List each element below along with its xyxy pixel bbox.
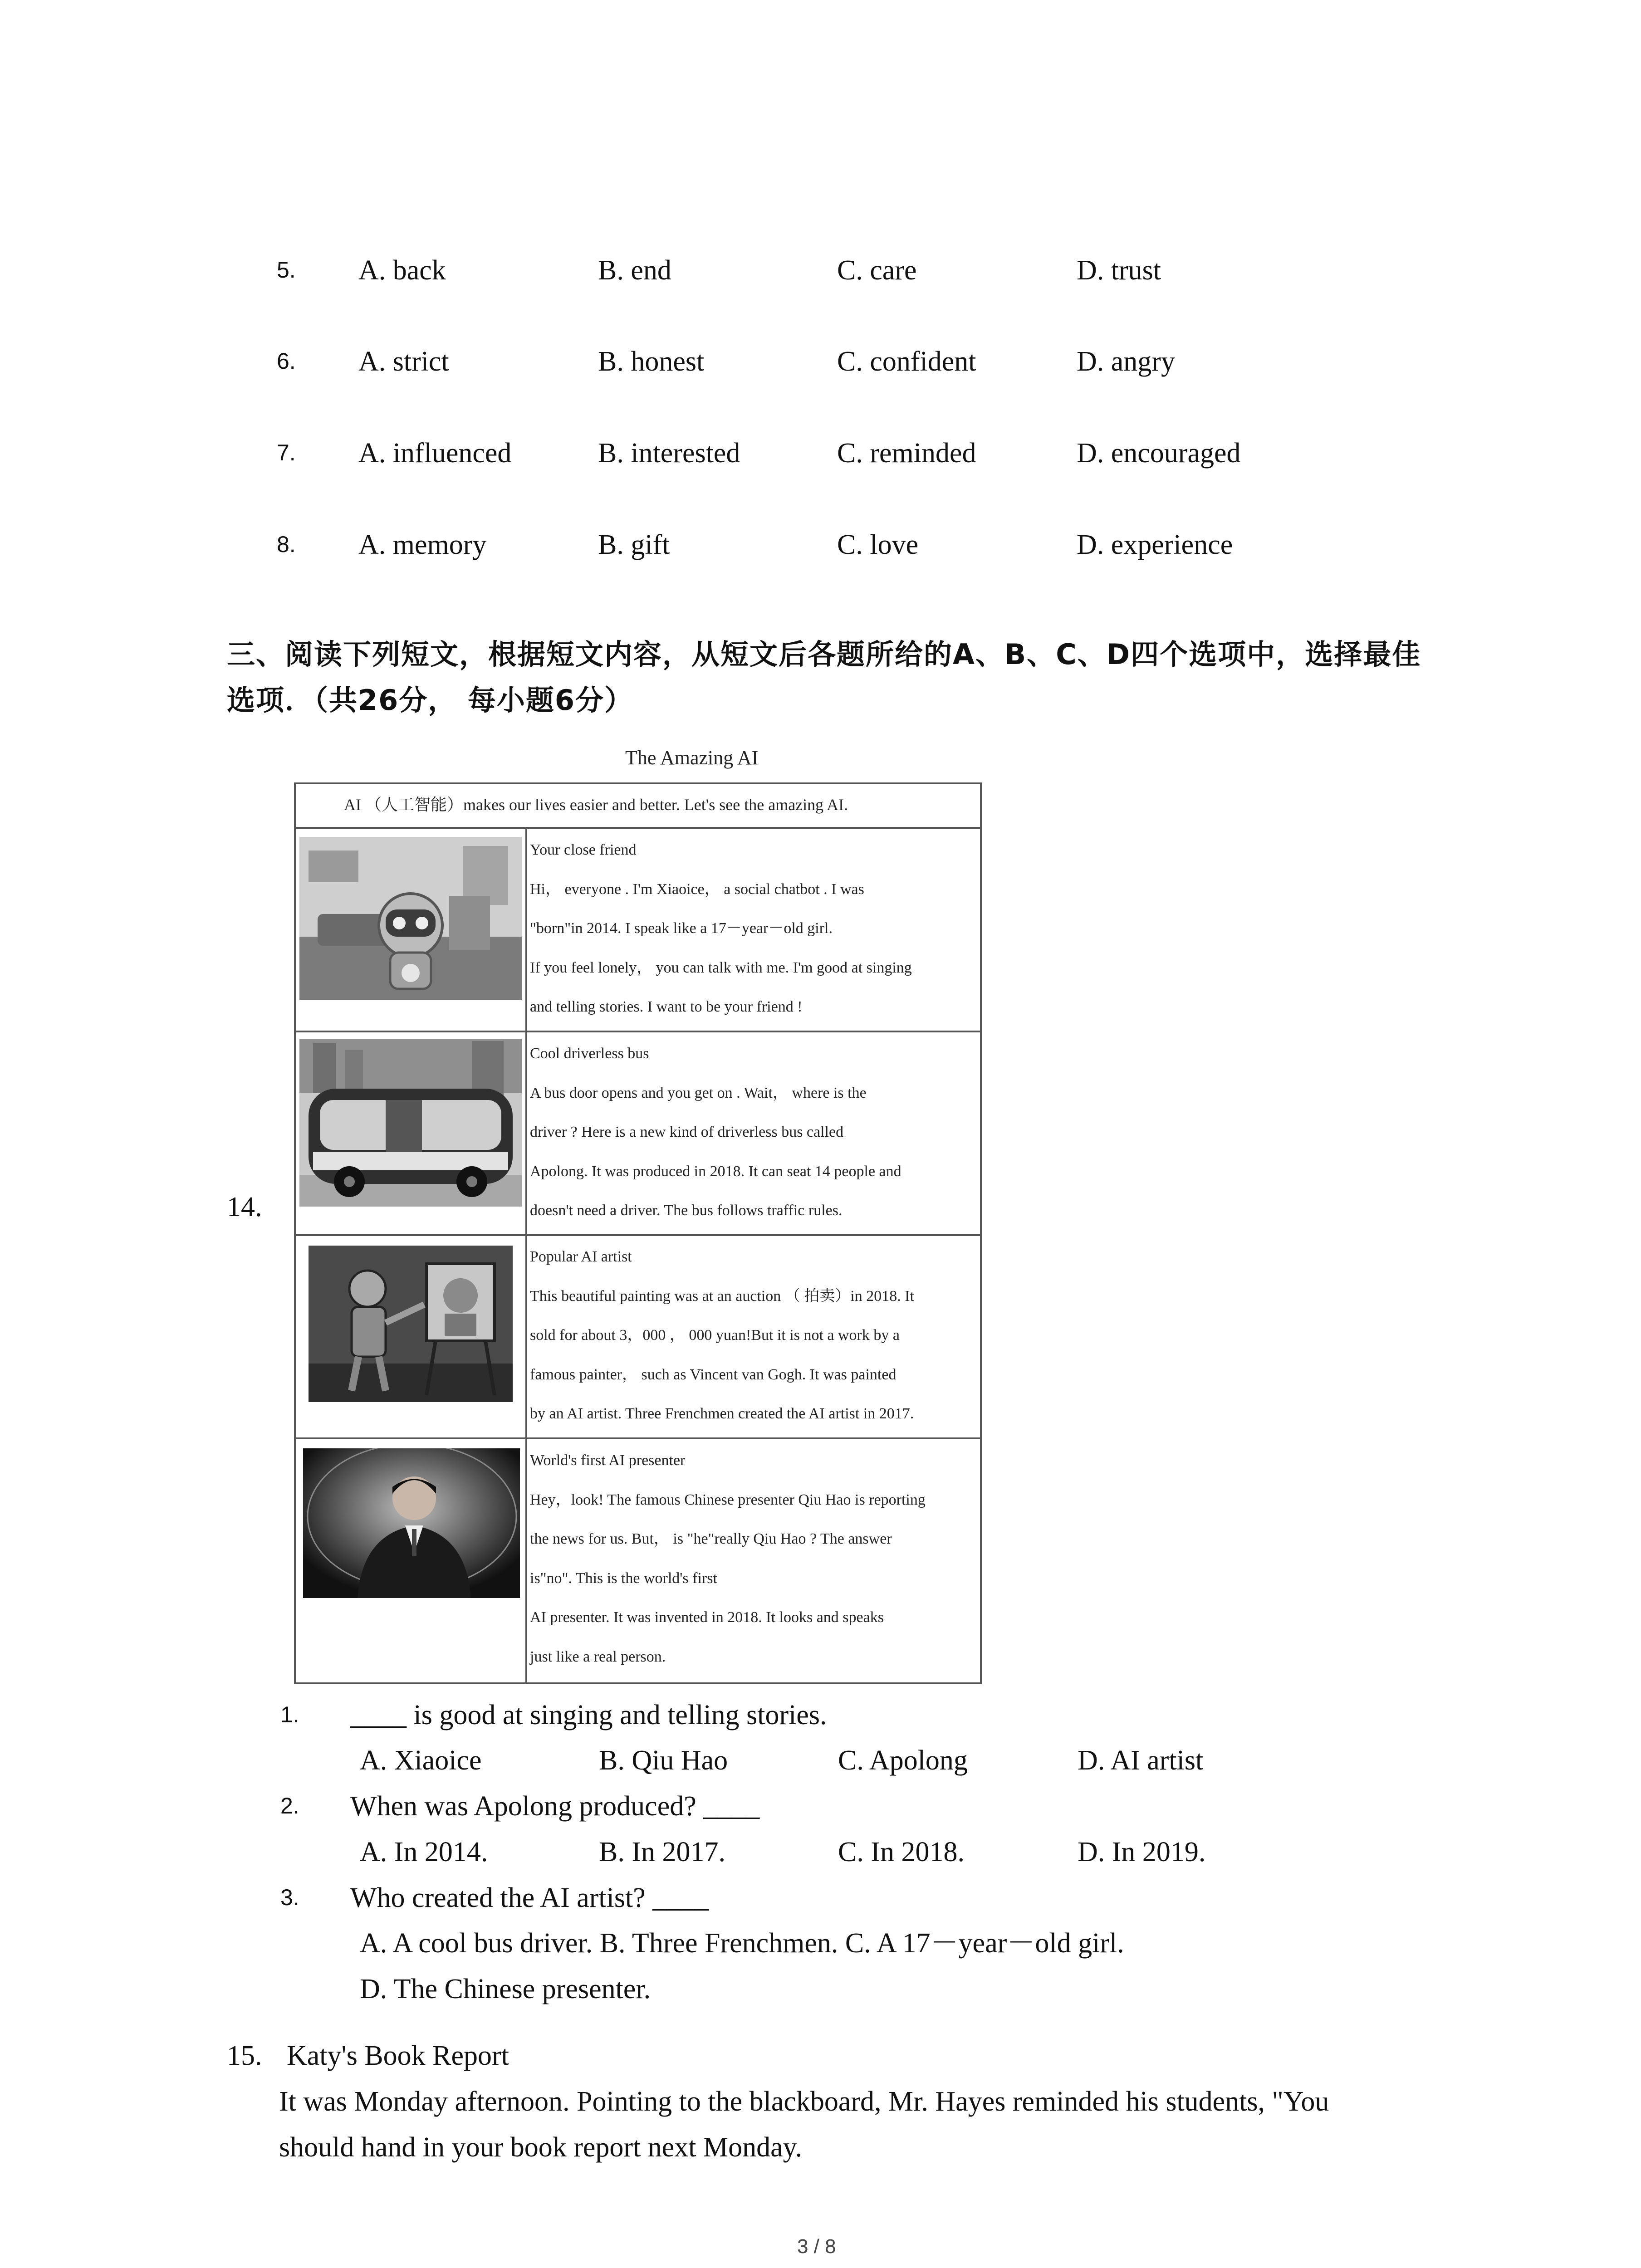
option-c: C. reminded <box>837 438 976 469</box>
row-text-line: AI presenter. It was invented in 2018. It looks and speaks <box>530 1609 884 1626</box>
row-title: World's first AI presenter <box>530 1452 686 1469</box>
table-column-divider <box>525 827 527 1684</box>
option-a: A. back <box>358 255 446 286</box>
table-intro: AI （人工智能）makes our lives easier and better. Let's see the amazing AI. <box>344 796 848 814</box>
option-c: C. confident <box>837 346 976 377</box>
question-number: 6. <box>277 348 296 374</box>
row-title: Your close friend <box>530 841 637 858</box>
option-d: D. angry <box>1077 346 1175 377</box>
option-d: D. encouraged <box>1077 438 1241 469</box>
xiaoice-robot-image <box>299 837 522 1000</box>
question-number: 7. <box>277 440 296 465</box>
question-stem: When was Apolong produced? ____ <box>350 1791 760 1822</box>
option-b: B. gift <box>598 529 670 560</box>
option-c: C. Apolong <box>838 1745 968 1776</box>
row-text-line: by an AI artist. Three Frenchmen created the AI artist in 2017. <box>530 1405 914 1422</box>
row-text-line: This beautiful painting was at an auction （ 拍卖）in 2018. It <box>530 1288 915 1305</box>
option-d: D. AI artist <box>1078 1745 1204 1776</box>
option-a: A. strict <box>358 346 449 377</box>
passage-number: 15. <box>227 2040 262 2071</box>
table-divider <box>294 1031 982 1032</box>
options-line: A. A cool bus driver. B. Three Frenchmen. C. A 17－year－old girl. <box>360 1928 1124 1959</box>
row-text-line: just like a real person. <box>530 1648 666 1665</box>
row-text-line: A bus door opens and you get on . Wait， where is the <box>530 1085 867 1101</box>
row-text-line: famous painter， such as Vincent van Gogh. It was painted <box>530 1366 896 1383</box>
row-text-line: If you feel lonely， you can talk with me. I'm good at singing <box>530 959 912 976</box>
row-text-line: and telling stories. I want to be your friend ! <box>530 998 803 1015</box>
ai-presenter-image <box>303 1448 520 1598</box>
passage-text-line: should hand in your book report next Monday. <box>279 2132 803 2163</box>
driverless-bus-image <box>299 1039 522 1207</box>
option-b: B. end <box>598 255 671 286</box>
row-text-line: Apolong. It was produced in 2018. It can seat 14 people and <box>530 1163 901 1180</box>
passage-text-line: It was Monday afternoon. Pointing to the blackboard, Mr. Hayes reminded his students, "You <box>279 2086 1329 2117</box>
passage-title: Katy's Book Report <box>287 2040 509 2071</box>
row-text-line: Hi， everyone . I'm Xiaoice， a social chatbot . I was <box>530 881 864 898</box>
option-b: B. honest <box>598 346 705 377</box>
section-heading-line1: 三、阅读下列短文，根据短文内容，从短文后各题所给的A、B、C、D四个选项中，选择最佳 <box>227 638 1421 671</box>
question-number: 3. <box>280 1885 299 1910</box>
row-text-line: "born"in 2014. I speak like a 17－year－old girl. <box>530 920 833 937</box>
row-text-line: driver ? Here is a new kind of driverless bus called <box>530 1124 844 1140</box>
row-text-line: is"no". This is the world's first <box>530 1570 717 1587</box>
option-c: C. In 2018. <box>838 1837 965 1867</box>
question-number: 5. <box>277 257 296 283</box>
option-d: D. In 2019. <box>1078 1837 1206 1867</box>
question-number: 2. <box>280 1793 299 1818</box>
option-a: A. Xiaoice <box>360 1745 482 1776</box>
question-stem: Who created the AI artist? ____ <box>350 1882 709 1913</box>
option-d: D. experience <box>1077 529 1233 560</box>
option-c: C. love <box>837 529 919 560</box>
row-text-line: doesn't need a driver. The bus follows traffic rules. <box>530 1202 843 1219</box>
row-title: Popular AI artist <box>530 1248 632 1265</box>
ai-artist-image <box>309 1246 513 1402</box>
options-line: D. The Chinese presenter. <box>360 1974 651 2004</box>
option-b: B. Qiu Hao <box>599 1745 728 1776</box>
option-a: A. influenced <box>358 438 512 469</box>
table-divider <box>294 827 982 829</box>
row-text-line: the news for us. But， is "he"really Qiu Hao ? The answer <box>530 1530 892 1547</box>
table-divider <box>294 1437 982 1439</box>
row-text-line: Hey，look! The famous Chinese presenter Qiu Hao is reporting <box>530 1491 926 1508</box>
passage-number: 14. <box>227 1192 262 1222</box>
page-number: 3 / 8 <box>797 2235 836 2258</box>
option-c: C. care <box>837 255 917 286</box>
question-number: 1. <box>280 1702 299 1727</box>
option-d: D. trust <box>1077 255 1161 286</box>
row-title: Cool driverless bus <box>530 1045 649 1062</box>
row-text-line: sold for about 3，000 ， 000 yuan!But it is not a work by a <box>530 1327 900 1344</box>
question-stem: ____ is good at singing and telling stories. <box>350 1700 827 1730</box>
option-a: A. In 2014. <box>360 1837 488 1867</box>
table-divider <box>294 1234 982 1236</box>
option-a: A. memory <box>358 529 487 560</box>
section-heading-line2: 选项．（共26分， 每小题6分） <box>227 684 634 717</box>
passage-title: The Amazing AI <box>625 747 759 769</box>
option-b: B. interested <box>598 438 740 469</box>
option-b: B. In 2017. <box>599 1837 725 1867</box>
question-number: 8. <box>277 532 296 557</box>
